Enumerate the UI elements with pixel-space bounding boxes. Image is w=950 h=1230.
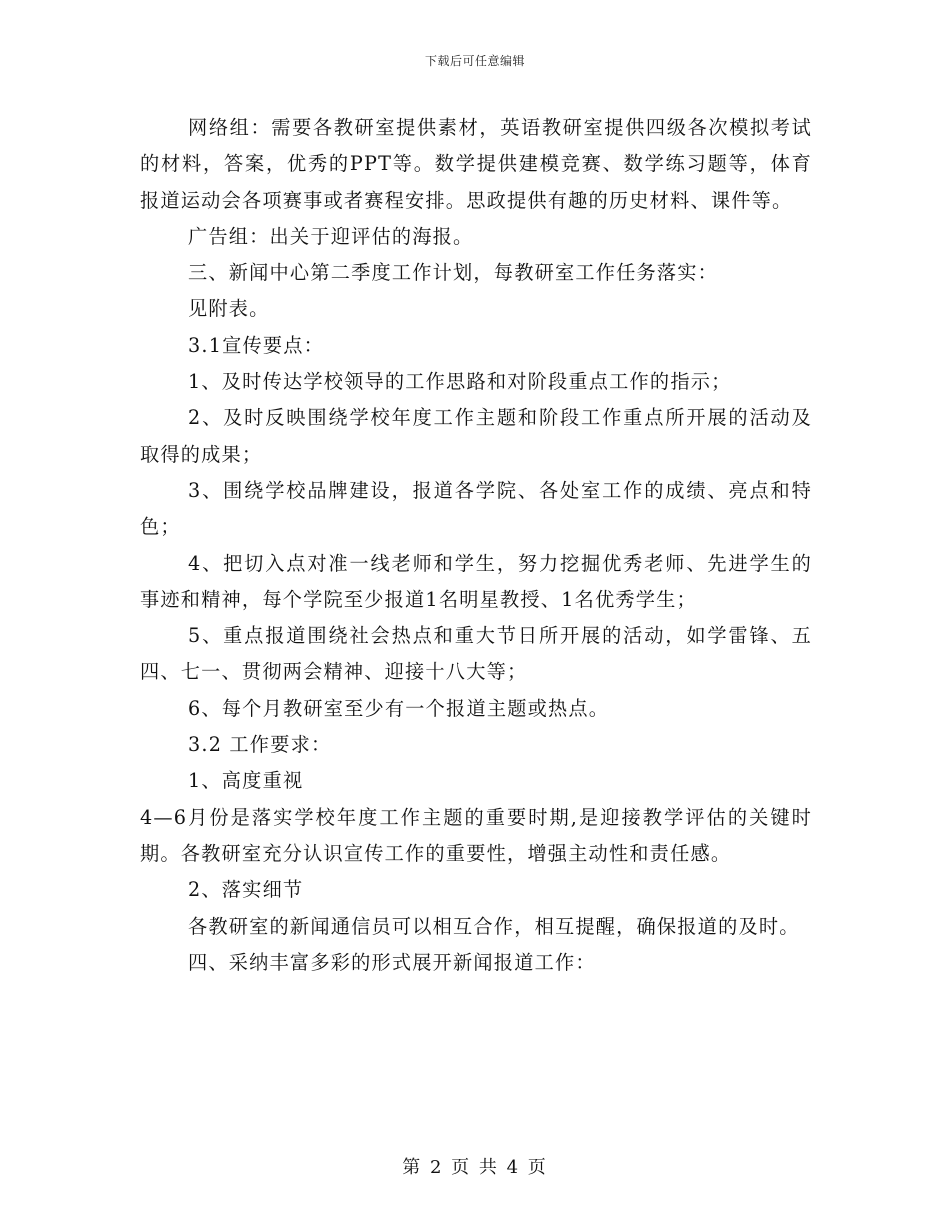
paragraph-point-4: 4、把切入点对准一线老师和学生，努力挖掘优秀老师、先进学生的事迹和精神，每个学院至少报道1名明星教授、1名优秀学生；	[140, 551, 812, 611]
footer-mid: 页 共	[451, 1157, 499, 1178]
footer-suffix: 页	[527, 1157, 548, 1178]
page-header	[0, 52, 950, 69]
paragraph-point-1: 1、及时传达学校领导的工作思路和对阶段重点工作的指示；	[188, 370, 732, 394]
footer-prefix: 第	[402, 1157, 423, 1178]
header-text: 下载后可任意编辑	[424, 54, 525, 68]
footer-current-page: 2	[429, 1157, 444, 1178]
paragraph-see-attachment: 见附表。	[188, 297, 270, 321]
document-body	[140, 110, 812, 981]
page-footer	[0, 1153, 950, 1179]
paragraph-point-3: 3、围绕学校品牌建设，报道各学院、各处室工作的成绩、亮点和特色；	[140, 478, 812, 539]
paragraph-requirement-1-body: 4—6月份是落实学校年度工作主题的重要时期,是迎接教学评估的关键时期。各教研室充分认识宣传工作的重要性，增强主动性和责任感。	[140, 805, 812, 865]
paragraph-point-5: 5、重点报道围绕社会热点和重大节日所开展的活动，如学雷锋、五四、七一、贯彻两会精神、迎接十八大等；	[140, 624, 812, 684]
paragraph-section-four: 四、采纳丰富多彩的形式展开新闻报道工作：	[188, 950, 596, 974]
paragraph-network-group: 网络组：需要各教研室提供素材，英语教研室提供四级各次模拟考试的材料，答案，优秀的PPT等。数学提供建模竞赛、数学练习题等，体育报道运动会各项赛事或者赛程安排。思政提供有趣的历史材料、课件等。	[140, 116, 812, 212]
paragraph-heading-3-1: 3.1宣传要点：	[188, 333, 325, 357]
paragraph-ad-group: 广告组：出关于迎评估的海报。	[188, 224, 474, 248]
paragraph-heading-3-2: 3.2 工作要求：	[188, 733, 332, 757]
paragraph-point-2: 2、及时反映围绕学校年度工作主题和阶段工作重点所开展的活动及取得的成果；	[140, 406, 812, 466]
paragraph-requirement-2: 2、落实细节	[188, 878, 304, 902]
paragraph-point-6: 6、每个月教研室至少有一个报道主题或热点。	[188, 696, 610, 720]
paragraph-section-three: 三、新闻中心第二季度工作计划，每教研室工作任务落实：	[188, 261, 719, 285]
paragraph-requirement-2-body: 各教研室的新闻通信员可以相互合作，相互提醒，确保报道的及时。	[188, 914, 800, 938]
paragraph-requirement-1: 1、高度重视	[188, 769, 304, 793]
footer-total-pages: 4	[506, 1157, 521, 1178]
